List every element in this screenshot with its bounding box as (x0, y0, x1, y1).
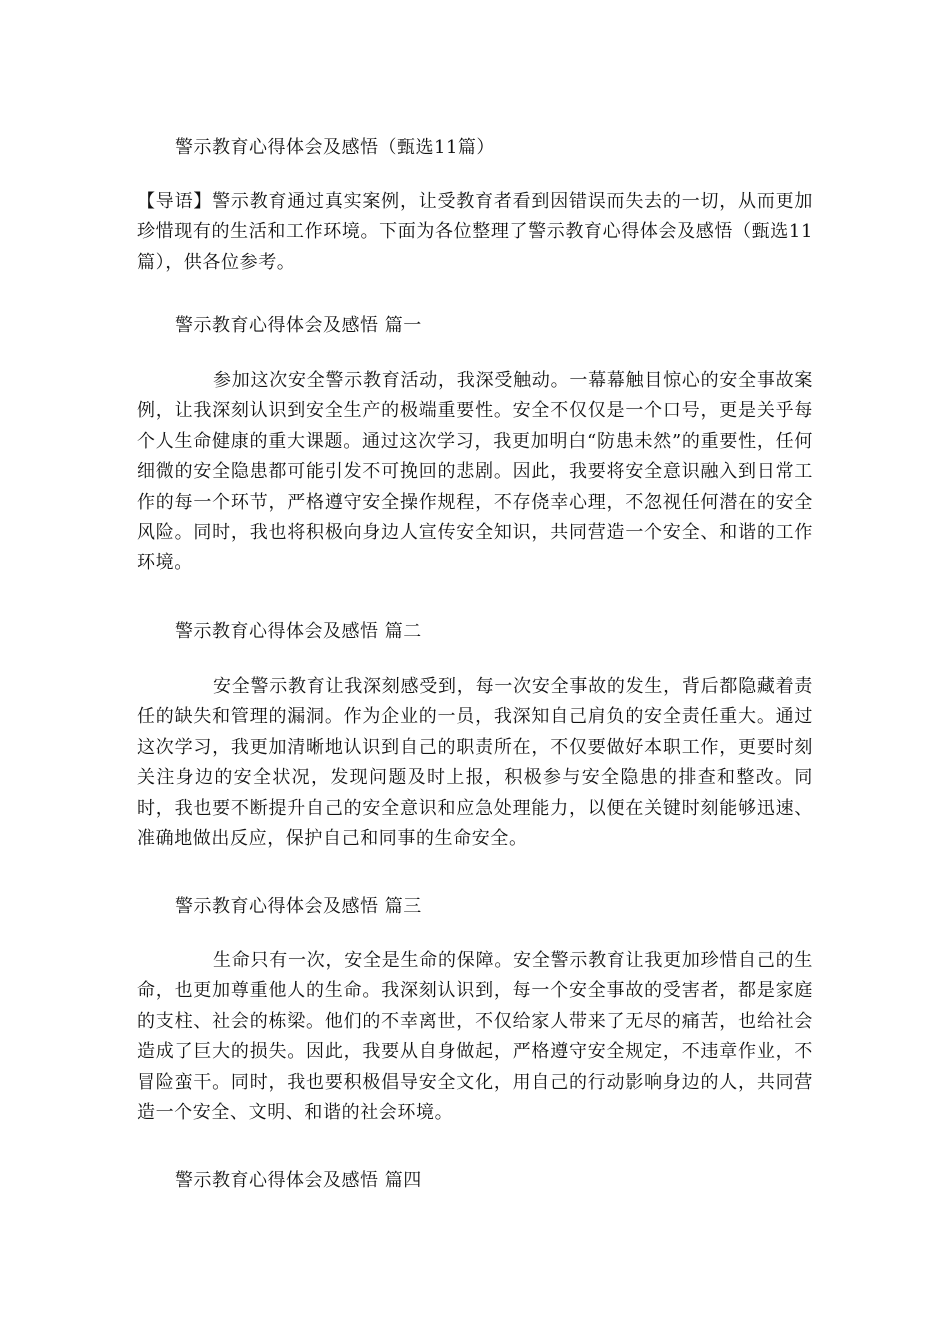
section-heading-1: 警示教育心得体会及感悟 篇一 (175, 315, 422, 336)
intro-paragraph: 【导语】警示教育通过真实案例，让受教育者看到因错误而失去的一切，从而更加珍惜现有的生活和工作环境。下面为各位整理了警示教育心得体会及感悟（甄选11篇），供各位参考。 (137, 191, 813, 273)
section-body-2: 安全警示教育让我深刻感受到，每一次安全事故的发生，背后都隐藏着责任的缺失和管理的漏洞。作为企业的一员，我深知自己肩负的安全责任重大。通过这次学习，我更加清晰地认识到自己的职责所在，不仅要做好本职工作，更要时刻关注身边的安全状况，发现问题及时上报，积极参与安全隐患的排查和整改。同时，我也要不断提升自己的安全意识和应急处理能力，以便在关键时刻能够迅速、准确地做出反应，保护自己和同事的生命安全。 (137, 676, 813, 850)
section-body-1: 参加这次安全警示教育活动，我深受触动。一幕幕触目惊心的安全事故案例，让我深刻认识到安全生产的极端重要性。安全不仅仅是一个口号，更是关乎每个人生命健康的重大课题。通过这次学习，我更加明白“防患未然”的重要性，任何细微的安全隐患都可能引发不可挽回的悲剧。因此，我要将安全意识融入到日常工作的每一个环节，严格遵守安全操作规程，不存侥幸心理，不忽视任何潜在的安全风险。同时，我也将积极向身边人宣传安全知识，共同营造一个安全、和谐的工作环境。 (137, 370, 813, 574)
section-heading-2: 警示教育心得体会及感悟 篇二 (175, 621, 422, 642)
section-heading-4: 警示教育心得体会及感悟 篇四 (175, 1170, 422, 1191)
page-title: 警示教育心得体会及感悟（甄选11篇） (175, 137, 495, 158)
section-heading-3: 警示教育心得体会及感悟 篇三 (175, 896, 422, 917)
section-body-3: 生命只有一次，安全是生命的保障。安全警示教育让我更加珍惜自己的生命，也更加尊重他人的生命。我深刻认识到，每一个安全事故的受害者，都是家庭的支柱、社会的栋梁。他们的不幸离世，不仅给家人带来了无尽的痛苦，也给社会造成了巨大的损失。因此，我要从自身做起，严格遵守安全规定，不违章作业，不冒险蛮干。同时，我也要积极倡导安全文化，用自己的行动影响身边的人，共同营造一个安全、文明、和谐的社会环境。 (137, 950, 813, 1124)
